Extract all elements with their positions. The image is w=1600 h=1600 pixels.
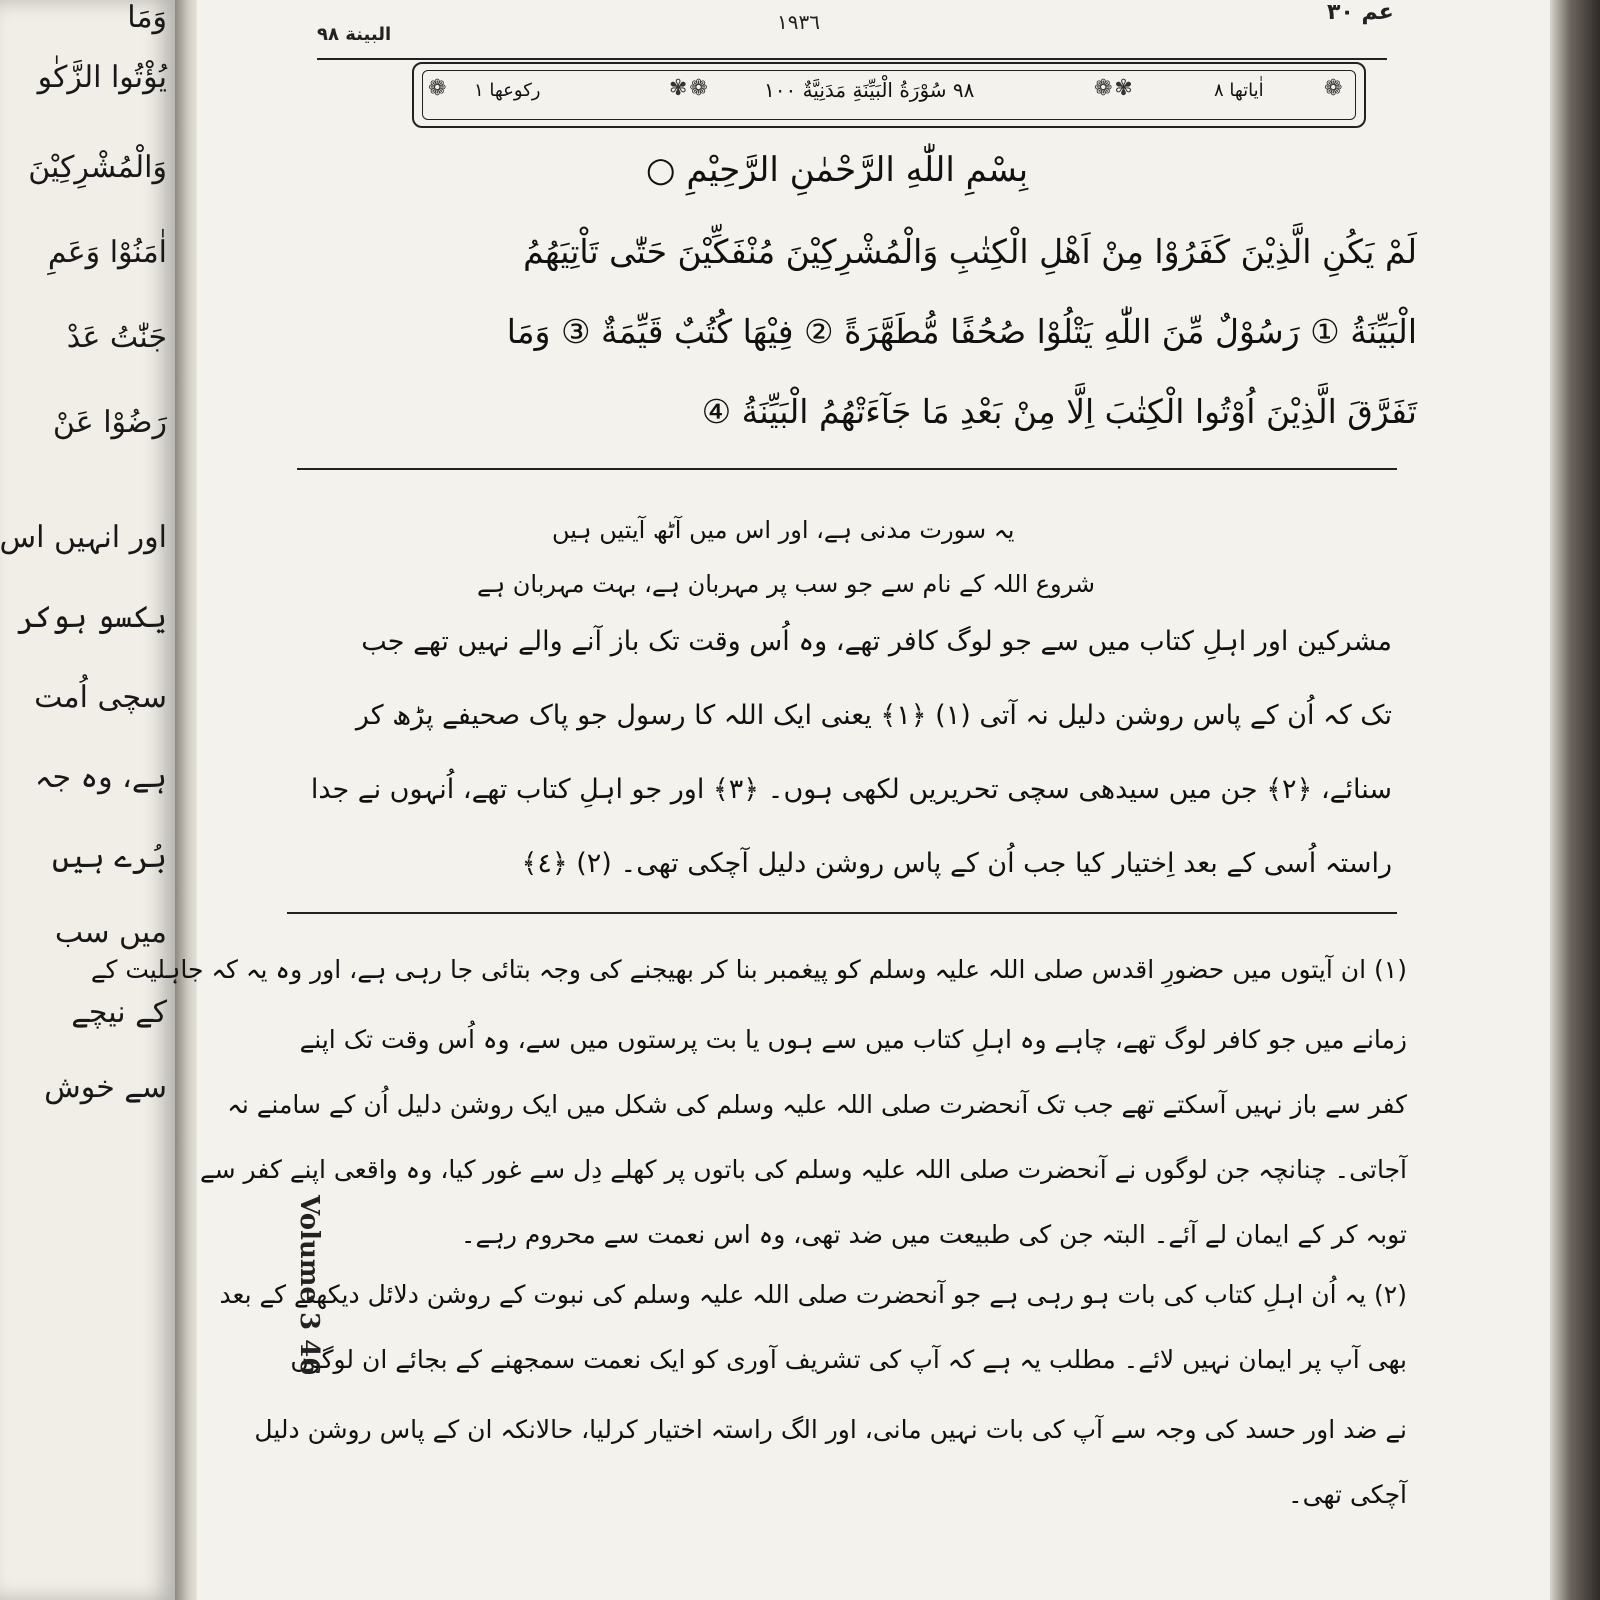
translation-line: راستہ اُسی کے بعد اِختیار کیا جب اُن کے پاس روشن دلیل آچکی تھی۔ (٢) ﴿٤﴾ xyxy=(521,848,1392,879)
footnote-line: توبہ کر کے ایمان لے آئے۔ البتہ جن کی طبیعت میں ضد تھی، وہ اس نعمت سے محروم رہے۔ xyxy=(460,1220,1407,1249)
footnote-line: آچکی تھی۔ xyxy=(1288,1480,1407,1509)
footnote-line: بھی آپ پر ایمان نہیں لائے۔ مطلب یہ ہے کہ آپ کی تشریف آوری کو ایک نعمت سمجھنے کے بجائے ان لوگوں xyxy=(290,1345,1407,1374)
surah-ayat-count: اٰیاتها ٨ xyxy=(1214,80,1264,101)
page-number: ١٩٣٦ xyxy=(777,10,820,34)
header-juz: عم ٣٠ xyxy=(1327,0,1394,25)
left-page-line: اور انہیں اس xyxy=(0,520,167,555)
translation-line: تک کہ اُن کے پاس روشن دلیل نہ آتی (١) ﴿١﴾ یعنی ایک اللہ کا رسول جو پاک صحیفے پڑھ کر xyxy=(355,700,1392,731)
footnote-line: آجاتی۔ چنانچہ جن لوگوں نے آنحضرت صلی اللہ علیہ وسلم کی باتوں پر کھلے دِل سے غور کیا، وہ واقعی اپنے کفر سے xyxy=(199,1155,1407,1184)
footnote-divider xyxy=(287,912,1397,914)
left-page-line: سے خوش xyxy=(44,1070,167,1105)
header-rule xyxy=(317,58,1387,60)
ornament-icon: ✾❁ xyxy=(669,76,710,101)
left-page-line: بُرے ہیں xyxy=(51,840,167,875)
ornament-icon: ❁ xyxy=(428,76,449,101)
bismillah: بِسْمِ اللّٰهِ الرَّحْمٰنِ الرَّحِيْمِ ○ xyxy=(645,150,1029,190)
surah-title: ٩٨ سُوْرَةُ الْبَيِّنَةِ مَدَنِيَّةٌ ١٠٠ xyxy=(764,78,975,102)
footnote-line: (٢) یہ اُن اہلِ کتاب کی بات ہو رہی ہے جو آنحضرت صلی اللہ علیہ وسلم کی نبوت کے روشن دلائل دیکھنے کے بعد xyxy=(219,1280,1407,1309)
page-edge-shadow xyxy=(1550,0,1600,1600)
left-page xyxy=(0,0,175,1600)
left-page-line: یکسو ہوکر xyxy=(16,600,167,635)
ornament-icon: ❁ xyxy=(1324,76,1345,101)
left-page-line: میں سب xyxy=(54,915,167,950)
surah-intro: یہ سورت مدنی ہے، اور اس میں آٹھ آیتیں ہیں xyxy=(552,516,1015,544)
left-page-line: وَمَا xyxy=(127,0,167,35)
surah-ruku-count: رکوعها ١ xyxy=(474,80,541,101)
surah-title-frame xyxy=(412,62,1366,128)
translation-line: سنائے، ﴿٢﴾ جن میں سیدھی سچی تحریریں لکھی ہوں۔ ﴿٣﴾ اور جو اہلِ کتاب تھے، اُنہوں نے جدا xyxy=(310,774,1392,805)
left-page-line: کے نیچے xyxy=(71,995,167,1030)
basmala-translation: شروع اللہ کے نام سے جو سب پر مہربان ہے، بہت مہربان ہے xyxy=(477,570,1095,598)
volume-page-label: Volume 3 46 xyxy=(294,1195,324,1376)
left-page-line: جَنّٰتُ عَدْ xyxy=(66,320,167,355)
left-page-line: وَالْمُشْرِكِيْنَ xyxy=(28,150,167,185)
left-page-line: ہے، وہ جہ xyxy=(34,760,167,795)
footnote-line: نے ضد اور حسد کی وجہ سے آپ کی بات نہیں مانی، اور الگ راستہ اختیار کرلیا، حالانکہ ان کے پاس روشن دلیل xyxy=(254,1415,1407,1444)
translation-line: مشرکین اور اہلِ کتاب میں سے جو لوگ کافر تھے، وہ اُس وقت تک باز آنے والے نہیں تھے جب xyxy=(361,626,1392,657)
left-page-line: سچی اُمت xyxy=(34,680,167,715)
footnote-line: کفر سے باز نہیں آسکتے تھے جب تک آنحضرت صلی اللہ علیہ وسلم کی شکل میں ایک روشن دلیل اُن کے سامنے نہ xyxy=(227,1090,1407,1119)
quran-verse-line: الْبَيِّنَةُ ① رَسُوْلٌ مِّنَ اللّٰهِ يَتْلُوْا صُحُفًا مُّطَهَّرَةً ② فِيْهَا كُتُبٌ قَيِّمَةٌ ③ وَمَا xyxy=(506,312,1417,351)
ornament-icon: ❁✾ xyxy=(1094,76,1135,101)
quran-verse-line: لَمْ يَكُنِ الَّذِيْنَ كَفَرُوْا مِنْ اَهْلِ الْكِتٰبِ وَالْمُشْرِكِيْنَ مُنْفَكِّيْنَ حَتّٰى تَاْتِيَهُمُ xyxy=(523,232,1417,271)
verse-divider xyxy=(297,468,1397,470)
book-gutter xyxy=(175,0,197,1600)
footnote-line: زمانے میں جو کافر لوگ تھے، چاہے وہ اہلِ کتاب میں سے ہوں یا بت پرستوں میں سے، وہ اُس وقت تک اپنے xyxy=(299,1025,1407,1054)
left-page-line: رَضُوْا عَنْ xyxy=(52,405,167,440)
quran-verse-line: تَفَرَّقَ الَّذِيْنَ اُوْتُوا الْكِتٰبَ اِلَّا مِنْ بَعْدِ مَا جَآءَتْهُمُ الْبَيِّنَةُ ④ xyxy=(701,392,1417,431)
left-page-line: اٰمَنُوْا وَعَمِ xyxy=(47,235,167,270)
footnote-line: (١) ان آیتوں میں حضورِ اقدس صلی اللہ علیہ وسلم کو پیغمبر بنا کر بھیجنے کی وجہ بتائی جا رہی ہے، اور وہ یہ کہ جاہلیت کے xyxy=(90,955,1407,984)
header-surah-name: البينة ٩٨ xyxy=(317,24,392,45)
left-page-line: يُؤْتُوا الزَّكٰو xyxy=(37,60,167,95)
